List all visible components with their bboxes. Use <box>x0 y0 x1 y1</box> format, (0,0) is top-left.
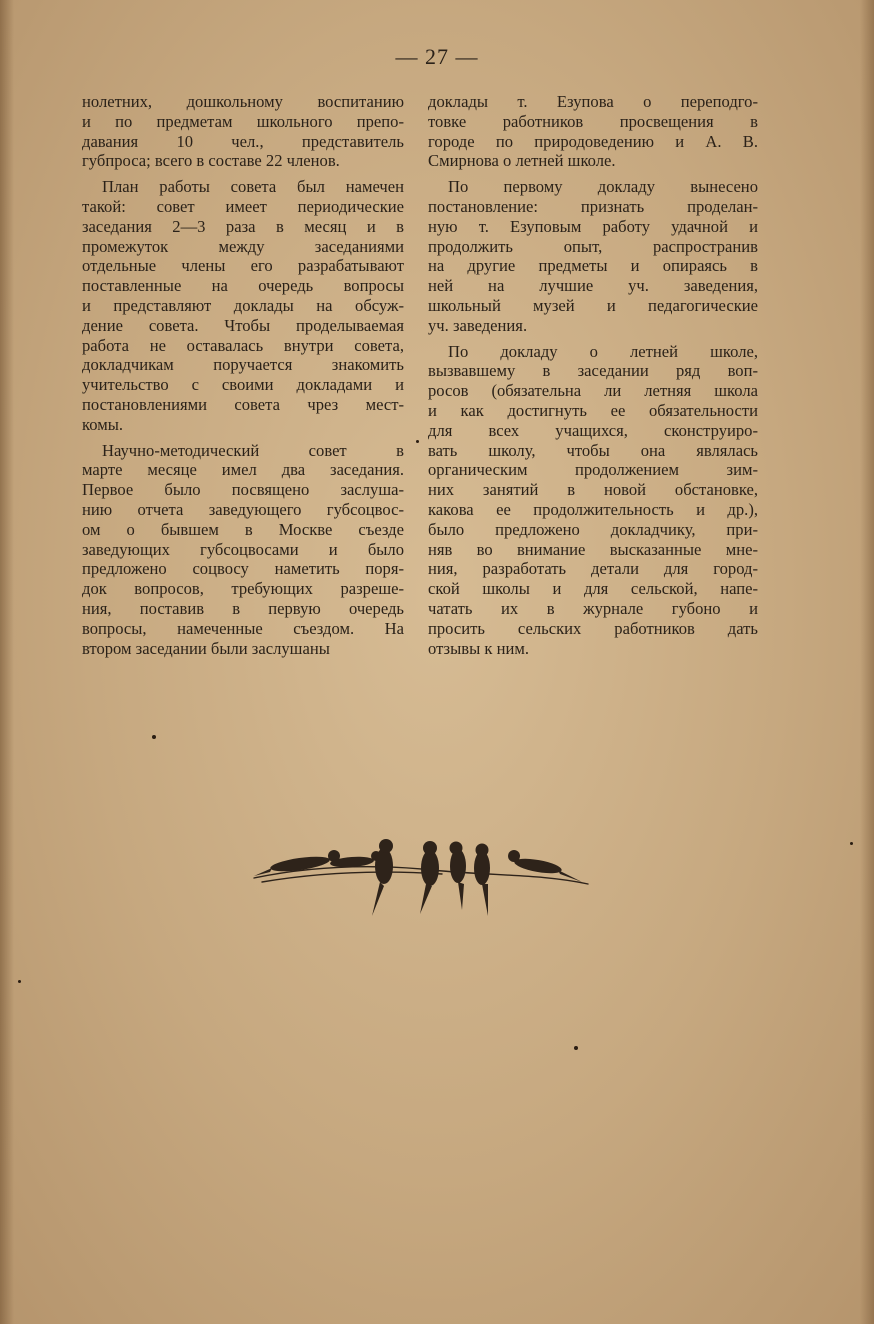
text-line: учительство с своими докладами и <box>82 375 404 395</box>
text-line: отзывы к ним. <box>428 638 529 658</box>
text-line: и по предметам школьного препо- <box>82 111 404 131</box>
text-line: нию отчета заведующего губсоцвос- <box>82 499 404 519</box>
text-line: такой: совет имеет периодические <box>82 196 404 216</box>
text-line: промежуток между заседаниями <box>82 236 404 256</box>
text-line: для всех учащихся, сконструиро- <box>428 420 758 440</box>
text-line: вопросы, намеченные съездом. На <box>82 618 404 638</box>
text-line: чатать их в журнале губоно и <box>428 598 758 618</box>
text-line: постановление: признать проделан- <box>428 196 758 216</box>
text-line: было предложено докладчику, при- <box>428 519 758 539</box>
text-line: на другие предметы и опираясь в <box>428 256 758 276</box>
paper-speck <box>18 980 21 983</box>
text-line: предложено соцвосу наметить поря- <box>82 559 404 579</box>
text-line: вать школу, чтобы она являлась <box>428 440 758 460</box>
text-line: органическим продолжением зим- <box>428 460 758 480</box>
text-line: Научно-методический совет в <box>102 440 404 460</box>
text-line: них занятий в новой обстановке, <box>428 480 758 500</box>
text-line: вызвавшему в заседании ряд воп- <box>428 361 758 381</box>
paper-edge-left <box>0 0 14 1324</box>
paper-speck <box>416 440 419 443</box>
text-line: По докладу о летней школе, <box>448 341 758 361</box>
text-line: втором заседании были заслушаны <box>82 638 330 658</box>
text-line: работа не оставалась внутри совета, <box>82 335 404 355</box>
text-line: просить сельских работников дать <box>428 618 758 638</box>
text-line: доклады т. Езупова о переподго- <box>428 92 758 111</box>
text-line: дение совета. Чтобы проделываемая <box>82 315 404 335</box>
text-line: постановлениями совета чрез мест- <box>82 394 404 414</box>
text-line: Смирнова о летней школе. <box>428 151 616 171</box>
text-line: ния, поставив в первую очередь <box>82 598 404 618</box>
text-line: докладчикам поручается знакомить <box>82 355 404 375</box>
text-line: давания 10 чел., представитель <box>82 131 404 151</box>
page-number: — 27 — <box>395 44 479 69</box>
left-text-column <box>82 92 404 658</box>
paper-speck <box>850 842 853 845</box>
text-line: ную т. Езуповым работу удачной и <box>428 216 758 236</box>
text-line: няв во внимание высказанные мне- <box>428 539 758 559</box>
text-line: ом о бывшем в Москве съезде <box>82 519 404 539</box>
text-line: поставленные на очередь вопросы <box>82 276 404 296</box>
text-line: и как достигнуть ее обязательности <box>428 400 758 420</box>
text-line: ния, разработать детали для город- <box>428 559 758 579</box>
text-line: продолжить опыт, распространив <box>428 236 758 256</box>
text-line: какова ее продолжительность и др.), <box>428 499 758 519</box>
text-line: заседания 2—3 раза в месяц и в <box>82 216 404 236</box>
text-line: ской школы и для сельской, напе- <box>428 579 758 599</box>
paper-speck <box>574 1046 578 1050</box>
text-line: губпроса; всего в составе 22 членов. <box>82 151 340 171</box>
text-line: марте месяце имел два заседания. <box>82 460 404 480</box>
right-text-column <box>428 92 758 658</box>
text-line: План работы совета был намечен <box>102 177 404 197</box>
text-line: росов (обязательна ли летняя школа <box>428 381 758 401</box>
swallows-on-wire-icon <box>252 826 592 926</box>
text-line: заведующих губсоцвосами и было <box>82 539 404 559</box>
text-line: По первому докладу вынесено <box>448 177 758 197</box>
text-line: отдельные члены его разрабатывают <box>82 256 404 276</box>
paper-speck <box>152 735 156 739</box>
text-line: городе по природоведению и А. В. <box>428 131 758 151</box>
text-line: комы. <box>82 414 123 434</box>
text-line: Первое было посвящено заслуша- <box>82 480 404 500</box>
text-line: уч. заведения. <box>428 315 528 335</box>
text-line: ней на лучшие уч. заведения, <box>428 276 758 296</box>
text-line: и представляют доклады на обсуж- <box>82 295 404 315</box>
text-line: школьный музей и педагогические <box>428 295 758 315</box>
text-line: товке работников просвещения в <box>428 111 758 131</box>
text-line: док вопросов, требующих разреше- <box>82 579 404 599</box>
text-line: нолетних, дошкольному воспитанию <box>82 92 404 111</box>
paper-edge-right <box>860 0 874 1324</box>
